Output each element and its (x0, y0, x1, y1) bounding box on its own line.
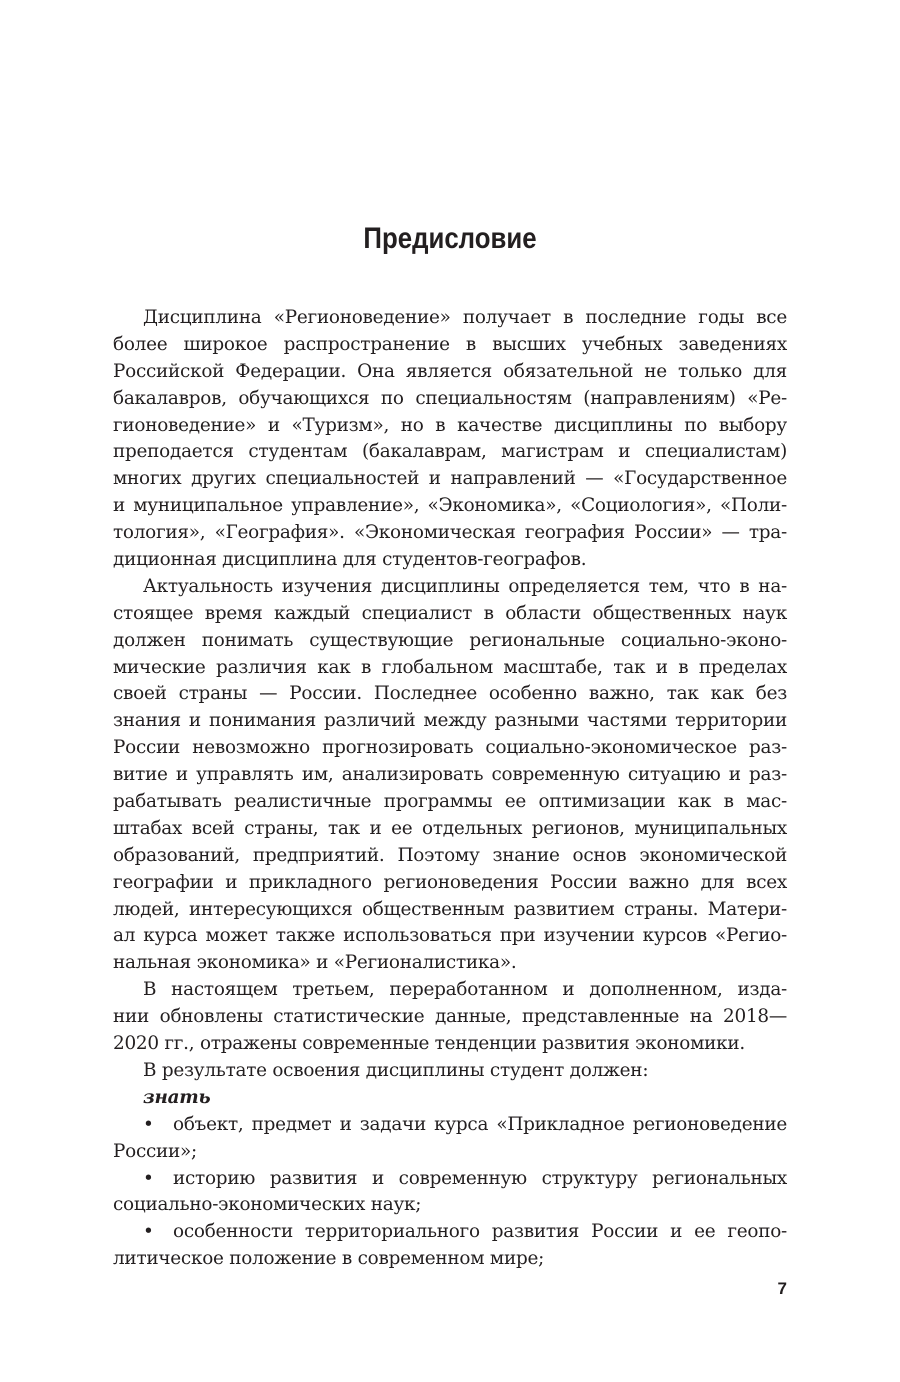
text-line: В настоящем третьем, переработанном и дополненном, изда- (143, 979, 787, 1001)
text-line: мические различия как в глобальном масштабе, так и в пределах (113, 656, 787, 678)
text-line: знания и понимания различий между разными частями территории (113, 710, 787, 732)
text-line: диционная дисциплина для студентов-географов. (113, 549, 587, 571)
list-item (113, 1166, 787, 1193)
list-item-text: особенности территориального развития России и ее геопо- (173, 1221, 787, 1243)
text-line: России»; (113, 1140, 198, 1162)
text-line: нии обновлены статистические данные, представленные на 2018— (113, 1006, 787, 1028)
text-line: образований, предприятий. Поэтому знание основ экономической (113, 844, 787, 866)
text-line: более широкое распространение в высших учебных заведениях (113, 333, 787, 355)
text-line: должен понимать существующие региональные социально-эконо- (113, 629, 787, 651)
text-line: 2020 гг., отражены современные тенденции развития экономики. (113, 1033, 746, 1055)
list-item-text: историю развития и современную структуру региональных (173, 1167, 787, 1189)
text-line: рабатывать реалистичные программы ее оптимизации как в мас- (113, 791, 787, 813)
list-item (113, 1112, 787, 1139)
text-line: России невозможно прогнозировать социально-экономическое раз- (113, 737, 787, 759)
text-line: витие и управлять им, анализировать современную ситуацию и раз- (113, 764, 787, 786)
text-line: Российской Федерации. Она является обязательной не только для (113, 360, 787, 382)
list-item (113, 1219, 787, 1246)
text-line: географии и прикладного регионоведения России важно для всех (113, 871, 787, 893)
page-title: Предисловие (363, 222, 537, 255)
page-number: 7 (777, 1279, 787, 1298)
bullet-icon: • (143, 1221, 154, 1243)
bullet-icon: • (143, 1167, 154, 1189)
text-line: многих других специальностей и направлений — «Государственное (113, 468, 787, 490)
text-line: социально-экономических наук; (113, 1194, 422, 1216)
text-line: Актуальность изучения дисциплины определяется тем, что в на- (143, 575, 787, 597)
body-text (113, 305, 787, 1273)
text-line: преподается студентам (бакалаврам, магистрам и специалистам) (113, 441, 787, 463)
text-line: ал курса может также использоваться при изучении курсов «Регио- (113, 925, 787, 947)
text-line: литическое положение в современном мире; (113, 1248, 545, 1270)
text-line: стоящее время каждый специалист в области общественных наук (113, 602, 787, 624)
text-line: тология», «География». «Экономическая география России» — тра- (113, 522, 787, 544)
text-line: нальная экономика» и «Регионалистика». (113, 952, 517, 974)
text-line: гионоведение» и «Туризм», но в качестве дисциплины по выбору (113, 414, 787, 436)
bullet-icon: • (143, 1113, 154, 1135)
text-line: штабах всей страны, так и ее отдельных регионов, муниципальных (113, 817, 787, 839)
text-line: своей страны — России. Последнее особенно важно, так как без (113, 683, 787, 705)
list-heading: знать (143, 1086, 211, 1108)
text-line: людей, интересующихся общественным развитием страны. Матери- (113, 898, 787, 920)
text-line: и муниципальное управление», «Экономика», «Социология», «Поли- (113, 495, 787, 517)
text-line: В результате освоения дисциплины студент должен: (143, 1059, 649, 1081)
text-line: Дисциплина «Регионоведение» получает в последние годы все (143, 307, 787, 328)
text-line: бакалавров, обучающихся по специальностям (направлениям) «Ре- (113, 387, 787, 409)
list-item-text: объект, предмет и задачи курса «Прикладное регионоведение (173, 1113, 787, 1135)
